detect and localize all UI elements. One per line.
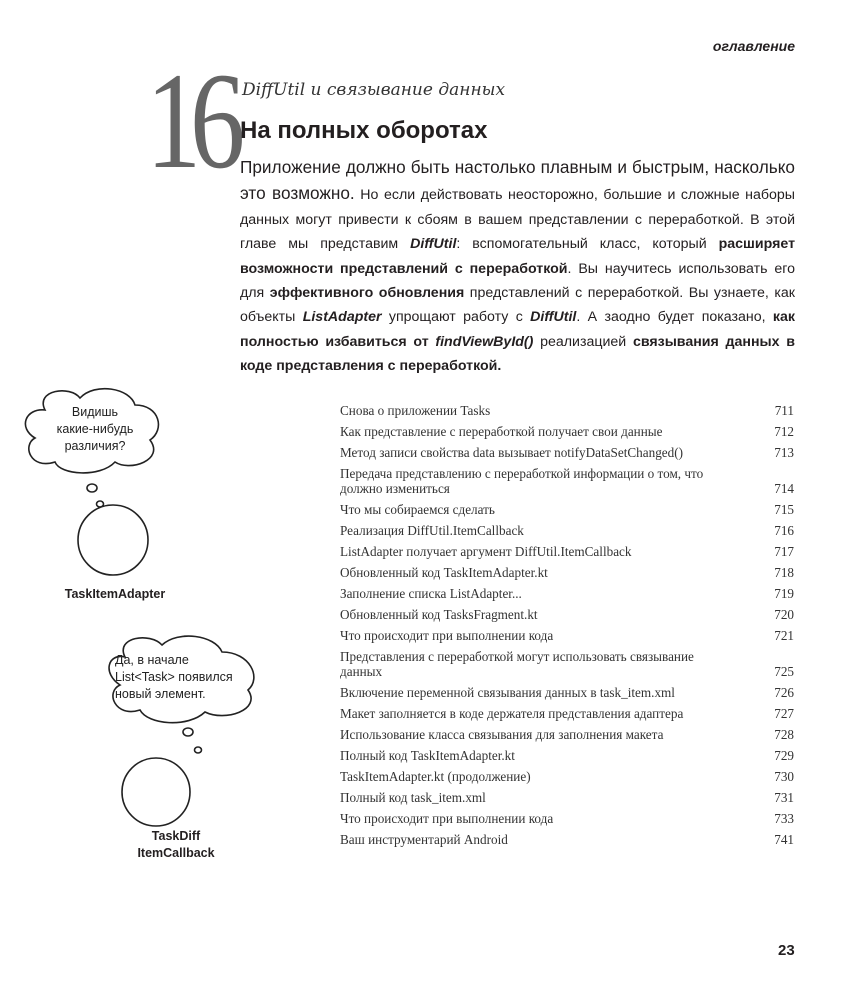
circle-task-diff-item-callback (122, 758, 190, 826)
toc-entry-page: 720 (774, 606, 794, 622)
thought-bubbles-illustration (0, 380, 330, 880)
chapter-subtitle: DiffUtil и связывание данных (242, 80, 506, 100)
toc-entry[interactable] (340, 460, 794, 496)
intro-segment: реализацией (533, 333, 633, 350)
toc-entry[interactable] (340, 622, 794, 643)
intro-segment: расширяет возможности представлений с переработкой (240, 236, 796, 277)
thought-bubble-2-text (115, 652, 260, 703)
bubble-line: новый элемент. (115, 687, 206, 701)
toc-entry-title: Включение переменной связывания данных в task_item.xml (340, 684, 675, 700)
bubble-line: Видишь (71, 405, 119, 419)
toc-entry-title: Передача представлению с переработкой информации о том, что должно измениться (340, 466, 704, 496)
toc-entry-title: TaskItemAdapter.kt (продолжение) (340, 768, 531, 784)
running-header: оглавление (712, 38, 795, 54)
chapter-number: 16 (146, 44, 234, 197)
toc-entry-title: Что мы собираемся сделать (340, 501, 495, 517)
toc-entry-page: 711 (774, 402, 794, 418)
toc-entry[interactable] (340, 679, 794, 700)
toc-entry-page: 733 (774, 810, 794, 826)
label-task-diff-item-callback (106, 828, 246, 862)
toc-entry-page: 729 (774, 747, 794, 763)
toc-entry-page: 726 (774, 684, 794, 700)
toc-entry-title: Полный код TaskItemAdapter.kt (340, 747, 515, 763)
intro-segment: Приложение должно быть настолько плавным и быстрым, насколько это возможно. (240, 157, 795, 204)
toc-entry-title: Заполнение списка ListAdapter... (340, 585, 522, 601)
toc-entry-title: Что происходит при выполнении кода (340, 810, 554, 826)
toc-entry[interactable] (340, 826, 794, 847)
toc-entry-title: Обновленный код TaskItemAdapter.kt (340, 564, 548, 580)
toc-entry-page: 712 (774, 423, 794, 439)
toc-entry-page: 721 (774, 627, 794, 643)
toc-entry-title: Макет заполняется в коде держателя представления адаптера (340, 705, 684, 721)
toc-entry-title: Ваш инструментарий Android (340, 831, 508, 847)
intro-segment: упрощают работу с (381, 309, 531, 326)
toc-entry[interactable] (340, 538, 794, 559)
toc-entry[interactable] (340, 559, 794, 580)
intro-segment: Но если действовать неосторожно, большие и сложные наборы данных могут привести к сбоям в вашем представлении с переработкой. В этой главе мы представим (240, 187, 795, 253)
toc-entry-title: Реализация DiffUtil.ItemCallback (340, 522, 524, 538)
bubble-line: различия? (64, 439, 126, 453)
toc-entry[interactable] (340, 496, 794, 517)
toc-entry-title: Снова о приложении Tasks (340, 402, 491, 418)
intro-segment: findViewById() (435, 333, 534, 350)
toc-entry[interactable] (340, 721, 794, 742)
toc-entry-page: 718 (774, 564, 794, 580)
bubble-line: List<Task> появился (115, 670, 233, 684)
toc-entry[interactable] (340, 763, 794, 784)
intro-segment: . А заодно будет показано, (576, 309, 773, 326)
bubble-line: Да, в начале (115, 653, 189, 667)
toc-entry-page: 728 (774, 726, 794, 742)
toc-entry-title: Полный код task_item.xml (340, 789, 486, 805)
toc-entry-page: 730 (774, 768, 794, 784)
toc-entry[interactable] (340, 784, 794, 805)
toc-entry[interactable] (340, 700, 794, 721)
toc-entry-page: 713 (774, 444, 794, 460)
toc-entry[interactable] (340, 439, 794, 460)
intro-segment: представлений с переработкой. Вы узнаете, как объекты (240, 285, 795, 326)
toc-entry-title: Метод записи свойства data вызывает notifyDataSetChanged() (340, 444, 684, 460)
toc-entry[interactable] (340, 580, 794, 601)
toc-entry-title: Как представление с переработкой получает свои данные (340, 423, 663, 439)
toc-entry-page: 719 (774, 585, 794, 601)
toc-entry-page: 715 (774, 501, 794, 517)
toc-entry[interactable] (340, 805, 794, 826)
intro-segment: . Вы научитесь использовать его для (240, 260, 795, 302)
toc-entry-title: Что происходит при выполнении кода (340, 627, 554, 643)
table-of-contents (340, 397, 794, 847)
toc-entry[interactable] (340, 397, 794, 418)
intro-segment: эффективного обновления (269, 285, 465, 302)
label-line: ItemCallback (137, 846, 215, 860)
intro-segment: DiffUtil (530, 309, 577, 326)
label-task-item-adapter: TaskItemAdapter (64, 587, 166, 601)
toc-entry[interactable] (340, 601, 794, 622)
page-number: 23 (778, 942, 795, 959)
toc-entry-title: Обновленный код TasksFragment.kt (340, 606, 538, 622)
intro-segment: связывания данных в коде представления с переработкой. (240, 333, 795, 375)
intro-segment: ListAdapter (302, 309, 382, 326)
toc-entry-title: Использование класса связывания для заполнения макета (340, 726, 664, 742)
intro-segment: как полностью избавиться от (240, 309, 796, 350)
toc-entry-title: ListAdapter получает аргумент DiffUtil.ItemCallback (340, 543, 632, 559)
toc-entry-page: 731 (774, 789, 794, 805)
toc-entry-title: Представления с переработкой могут использовать связывание данных (340, 649, 694, 679)
intro-segment: DiffUtil (410, 236, 457, 253)
chapter-intro (240, 155, 795, 379)
toc-entry-page: 714 (774, 480, 794, 496)
thought-bubble-1-text (40, 404, 150, 455)
toc-entry[interactable] (340, 643, 794, 679)
toc-entry[interactable] (340, 517, 794, 538)
toc-entry-page: 716 (774, 522, 794, 538)
toc-entry[interactable] (340, 418, 794, 439)
toc-entry-page: 717 (774, 543, 794, 559)
bubble-line: какие-нибудь (56, 422, 134, 436)
circle-task-item-adapter (78, 505, 148, 575)
label-line: TaskDiff (151, 829, 201, 843)
toc-entry-page: 727 (774, 705, 794, 721)
intro-segment: : вспомогательный класс, который (456, 236, 719, 253)
toc-entry-page: 725 (774, 663, 794, 679)
chapter-title: На полных оборотах (240, 117, 488, 144)
toc-entry-page: 741 (774, 831, 794, 847)
toc-entry[interactable] (340, 742, 794, 763)
